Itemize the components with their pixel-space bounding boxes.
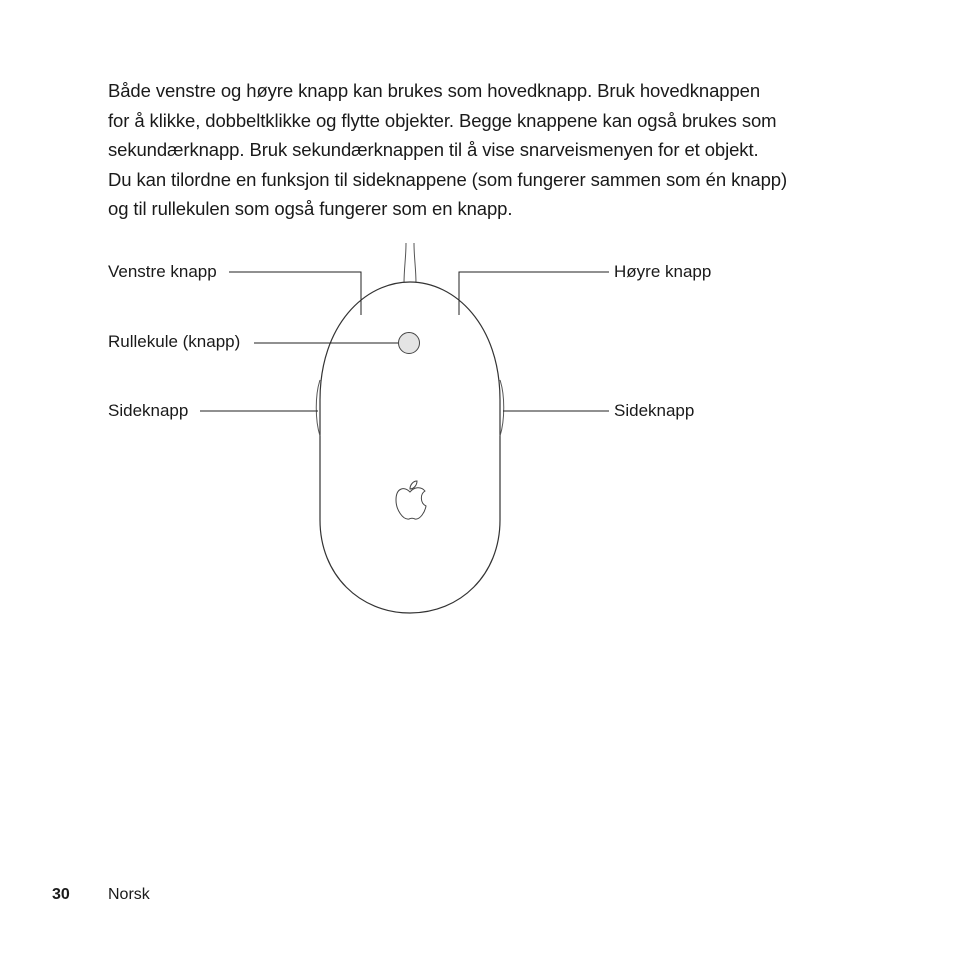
mouse-cable [404,243,416,284]
label-side-button-right: Sideknapp [614,401,695,420]
label-scroll-ball: Rullekule (knapp) [108,332,241,351]
footer-language: Norsk [108,886,150,903]
label-left-button: Venstre knapp [108,262,217,281]
leader-left-button [229,272,361,315]
label-side-button-left: Sideknapp [108,401,189,420]
paragraph-line: og til rullekulen som også fungerer som en knapp. [108,198,513,219]
paragraph-line: Både venstre og høyre knapp kan brukes som hovedknapp. Bruk hovedknappen [108,80,761,101]
paragraph-line: sekundærknapp. Bruk sekundærknappen til å vise snarveismenyen for et objekt. [108,139,759,160]
page-number: 30 [52,886,70,903]
scroll-ball [399,333,420,354]
paragraph-line: Du kan tilordne en funksjon til sideknappene (som fungerer sammen som én knapp) [108,168,788,190]
leader-right-button [459,272,609,315]
paragraph-line: for å klikke, dobbeltklikke og flytte objekter. Begge knappene kan også brukes som [108,109,777,131]
label-right-button: Høyre knapp [614,262,712,281]
mouse-body [320,282,500,613]
